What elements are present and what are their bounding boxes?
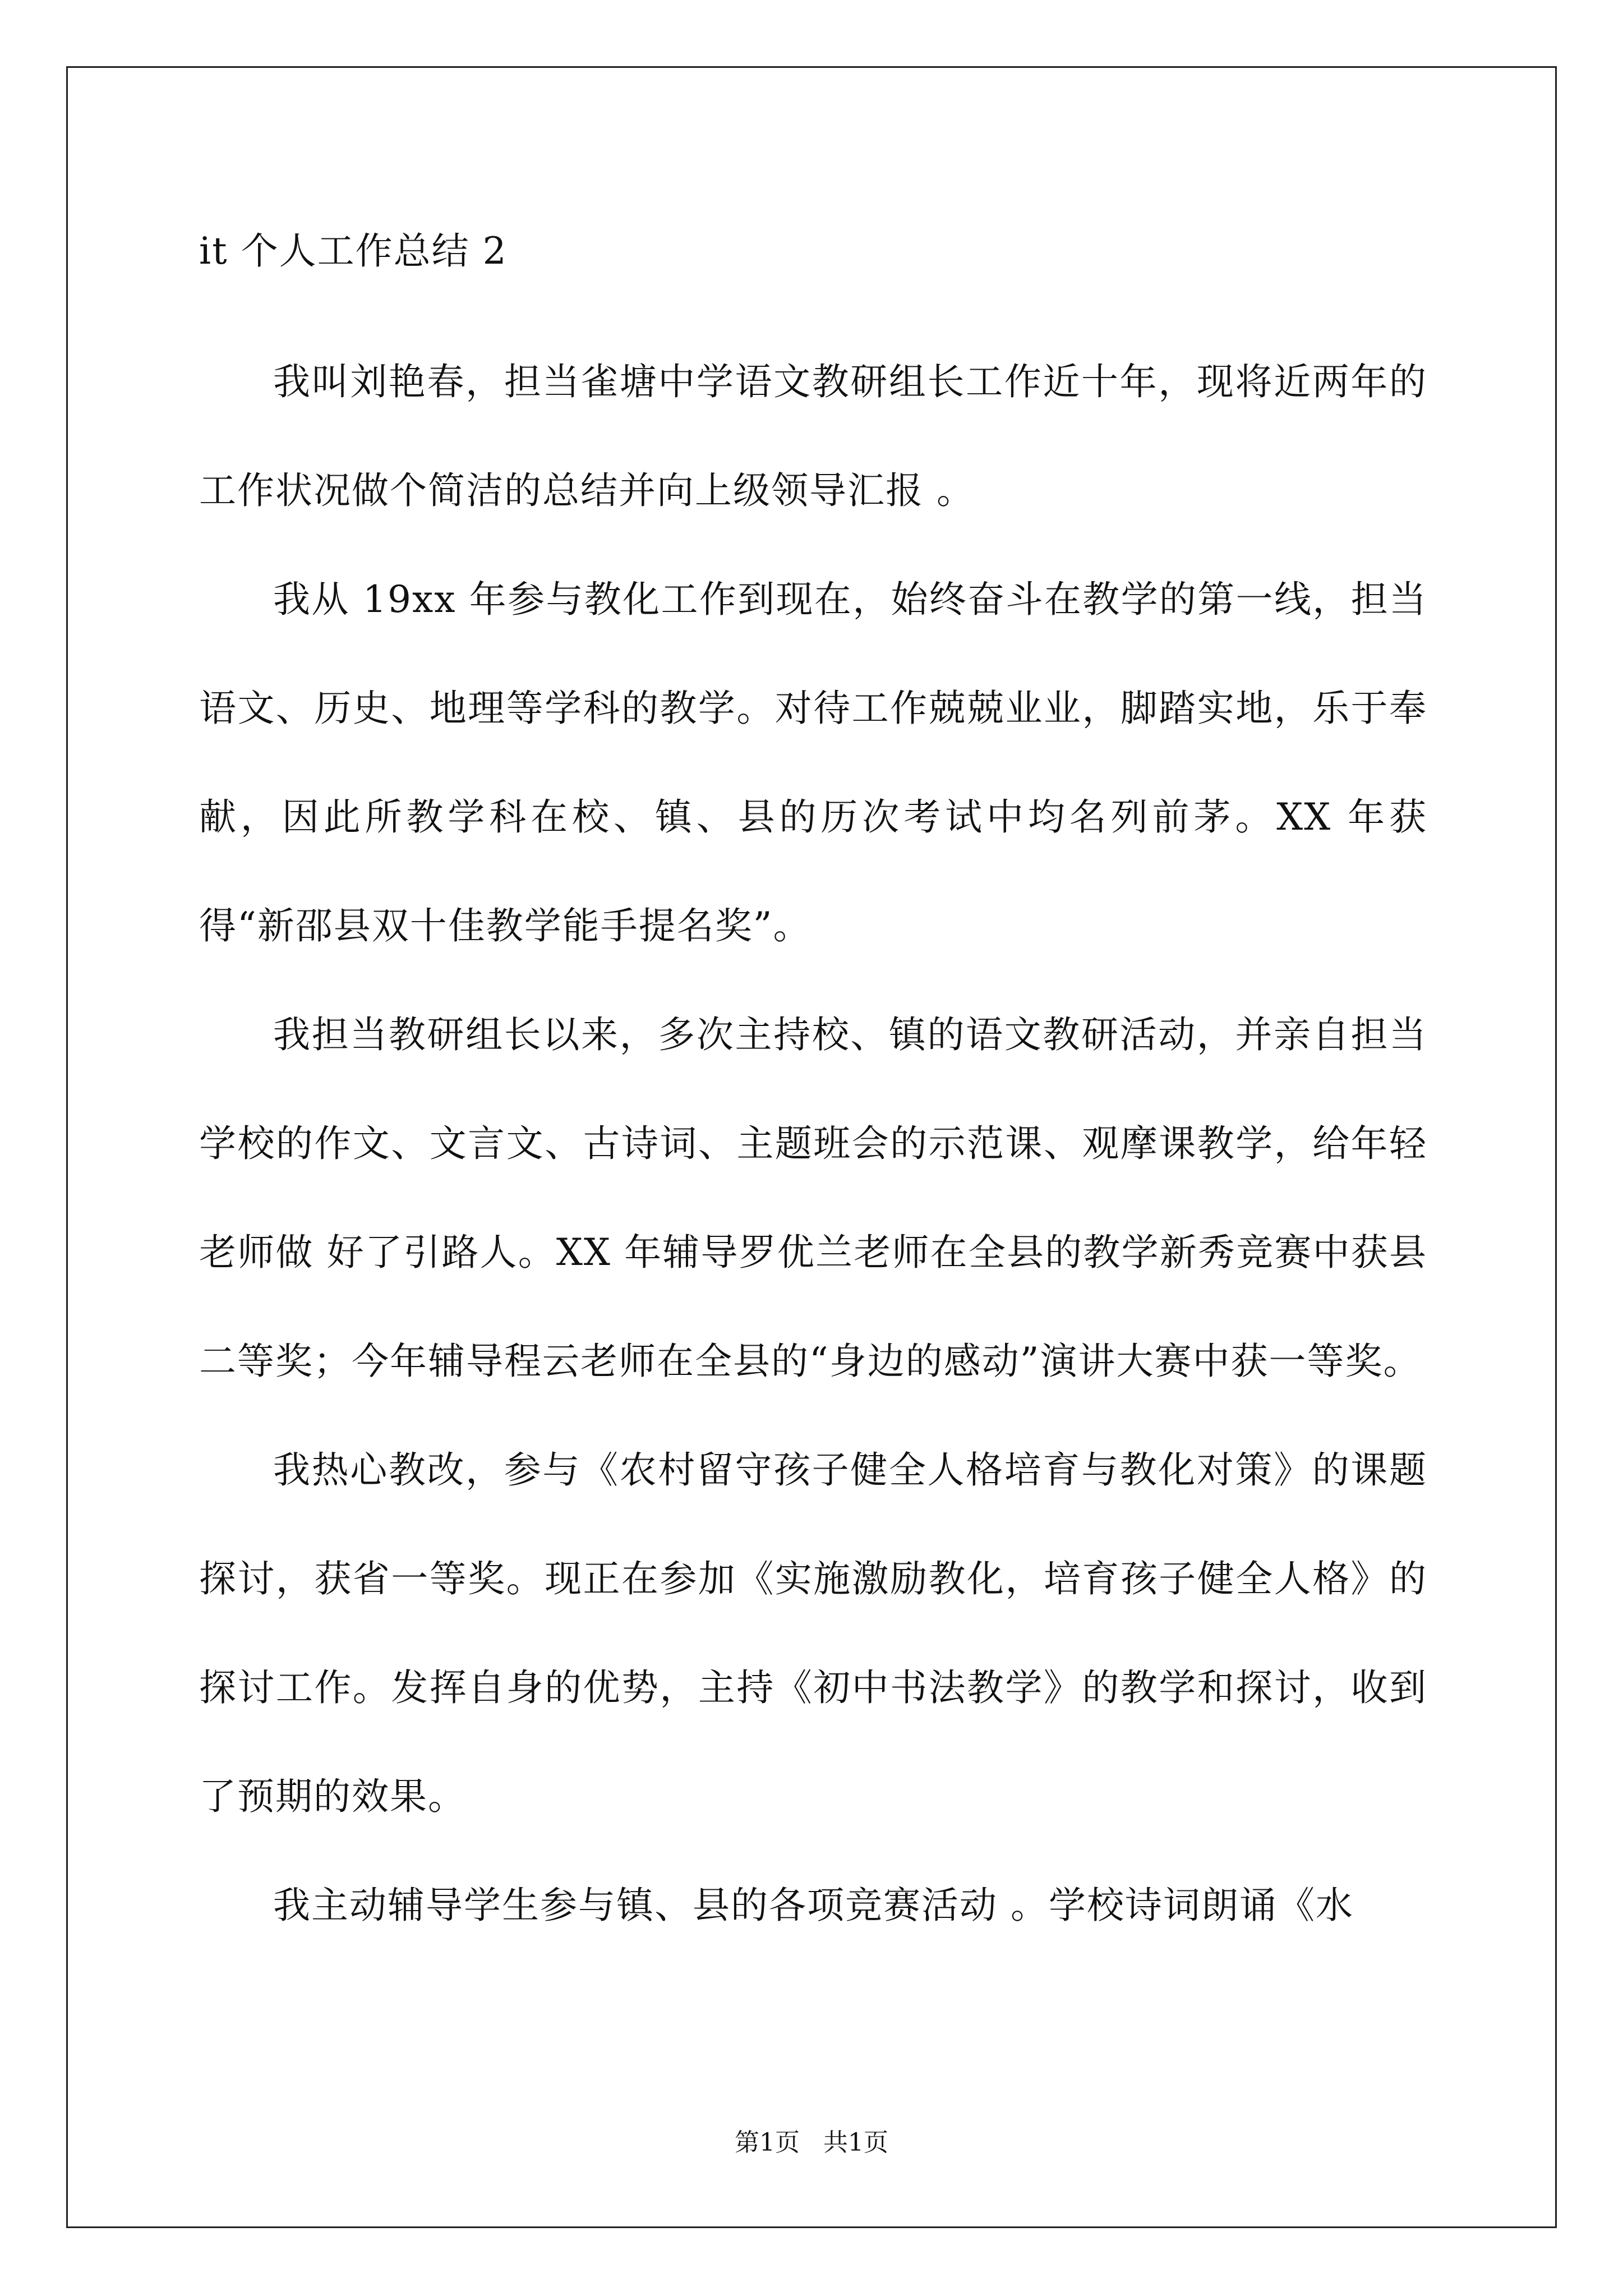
paragraph-teaching-career: 我从 19xx 年参与教化工作到现在，始终奋斗在教学的第一线，担当语文、历史、地理等学科的教学。对待工作兢兢业业，脚踏实地，乐于奉献，因此所教学科在校、镇、县的历次考试中均名列前茅。XX 年获得“新邵县双十佳教学能手提名奖”。 [199, 578, 1427, 947]
paragraph-research-group: 我担当教研组长以来，多次主持校、镇的语文教研活动，并亲自担当学校的作文、文言文、古诗词、主题班会的示范课、观摩课教学，给年轻老师做 好了引路人。XX 年辅导罗优兰老师在全县的教学新秀竞赛中获县二等奖；今年辅导程云老师在全县的“身边的感动”演讲大赛中获一等奖。 [199, 1013, 1427, 1383]
paragraph-student-competitions: 我主动辅导学生参与镇、县的各项竞赛活动 。学校诗词朗诵《水 [273, 1884, 1354, 1927]
page-number-footer: 第1页 共1页 [735, 2128, 888, 2157]
document-title: it 个人工作总结 2 [199, 229, 508, 273]
paragraph-introduction: 我叫刘艳春，担当雀塘中学语文教研组长工作近十年，现将近两年的工作状况做个简洁的总结并向上级领导汇报 。 [199, 360, 1427, 512]
document-body [199, 219, 1427, 1960]
paragraph-teaching-reform: 我热心教改，参与《农村留守孩子健全人格培育与教化对策》的课题探讨，获省一等奖。现正在参加《实施激励教化，培育孩子健全人格》的探讨工作。发挥自身的优势，主持《初中书法教学》的教学和探讨，收到了预期的效果。 [199, 1448, 1427, 1818]
